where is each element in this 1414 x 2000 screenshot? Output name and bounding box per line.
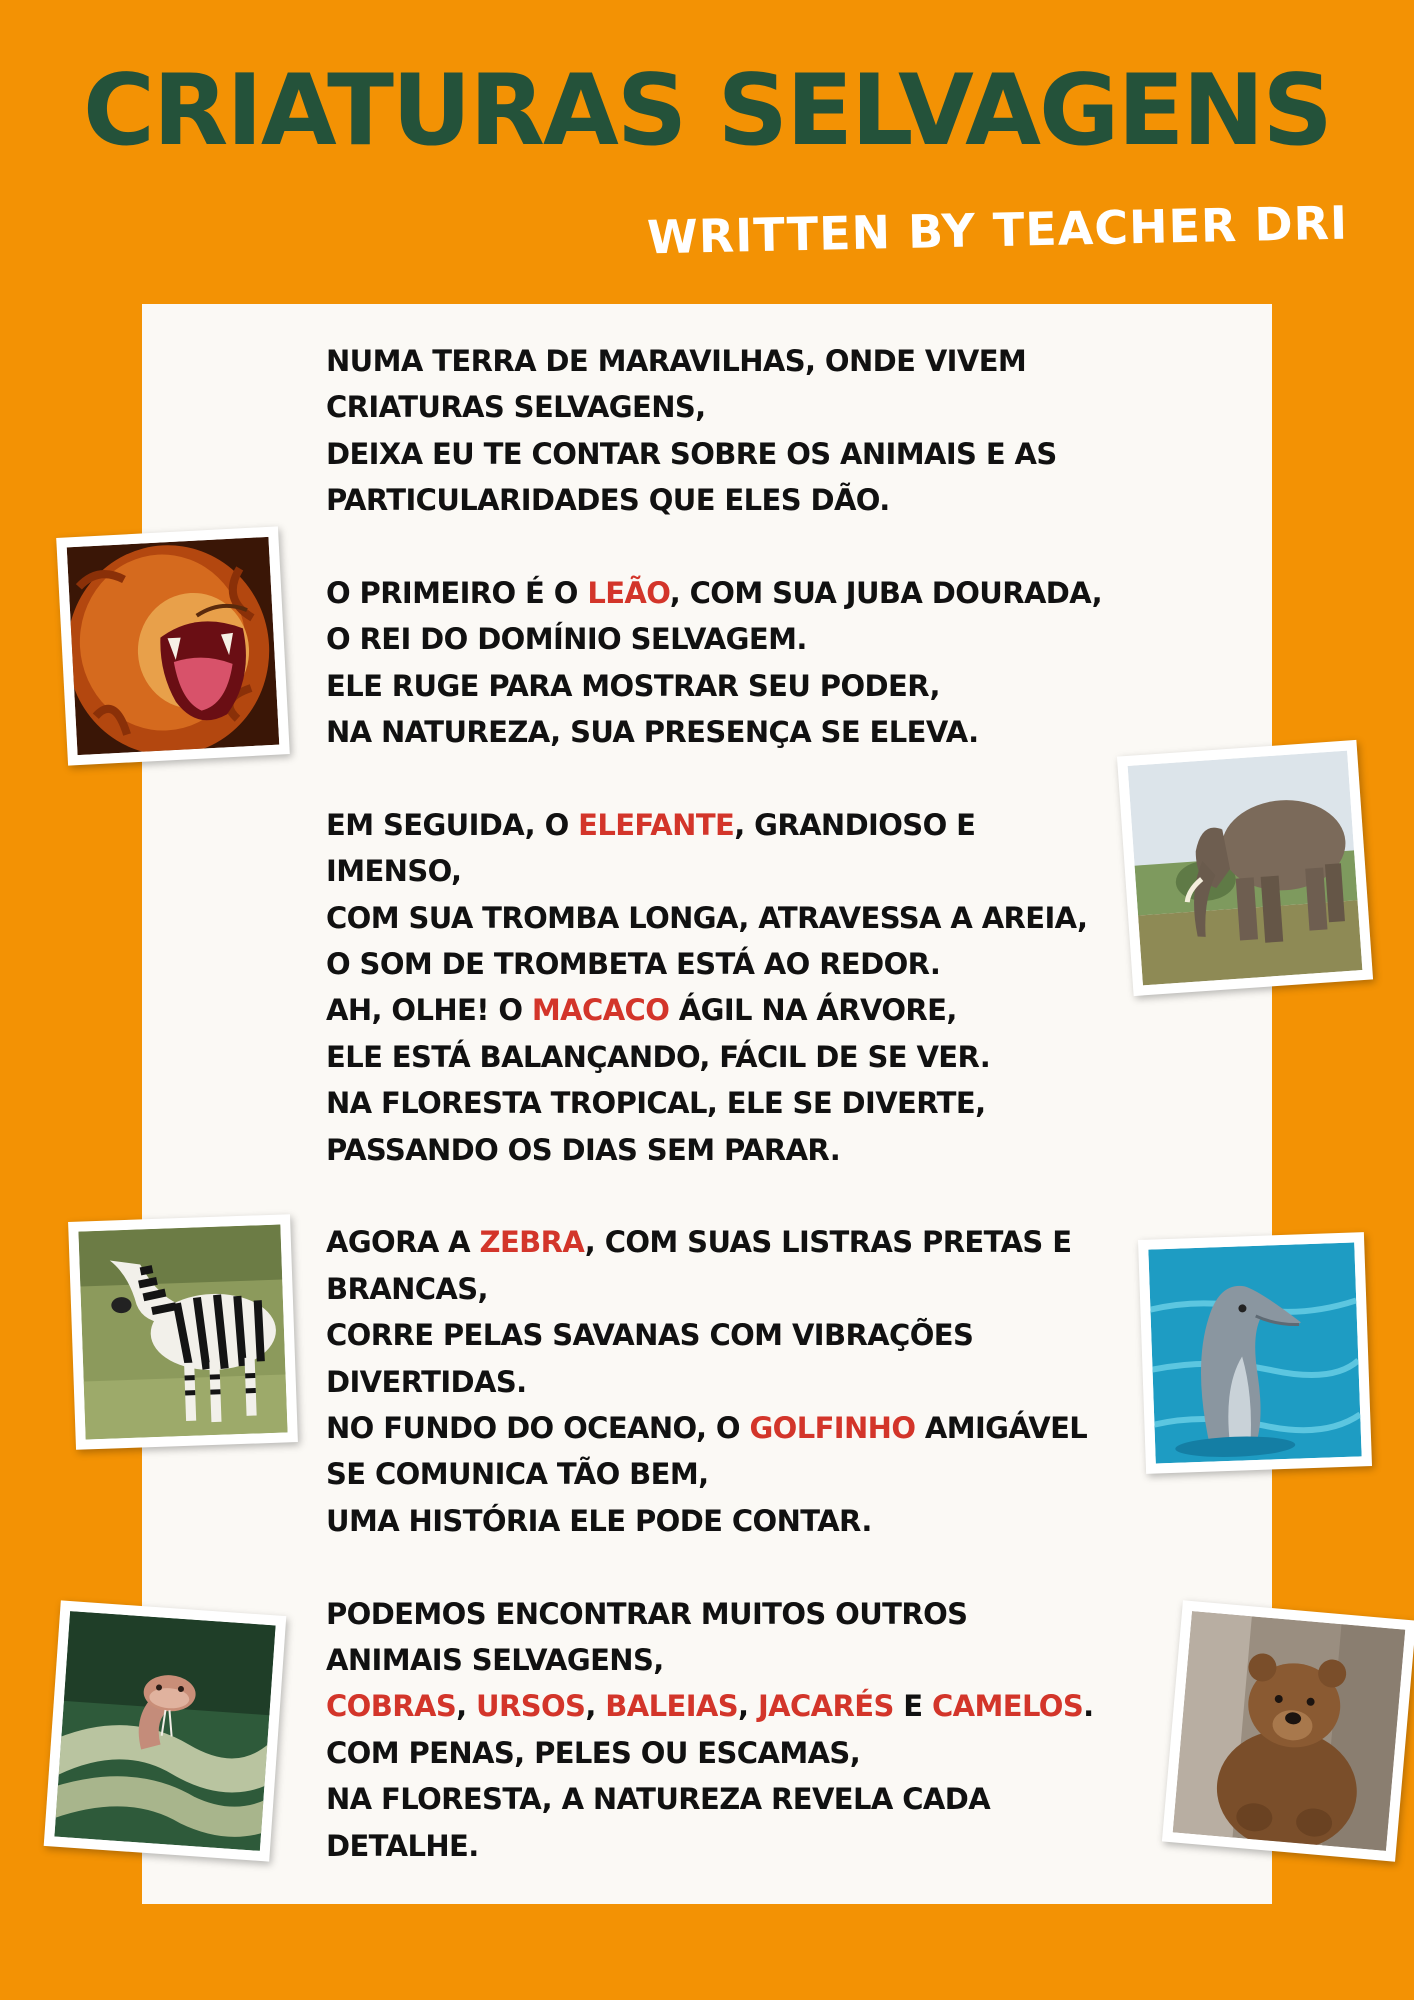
animal-name-whales: BALEIAS — [605, 1689, 739, 1724]
poem-line — [326, 1683, 1146, 1729]
line-text: , — [585, 1689, 606, 1724]
line-text: AMIGÁVEL — [915, 1410, 1088, 1445]
poem-line — [326, 987, 1146, 1033]
poem-line: O SOM DE TROMBETA ESTÁ AO REDOR. — [326, 947, 941, 982]
elephant-photo — [1117, 740, 1373, 996]
line-text: ÁGIL NA ÁRVORE, — [669, 993, 957, 1028]
elephant-image — [1128, 751, 1363, 986]
poem-line: BRANCAS, — [326, 1271, 488, 1306]
poem-line: UMA HISTÓRIA ELE PODE CONTAR. — [326, 1503, 872, 1538]
poem-line: COM SUA TROMBA LONGA, ATRAVESSA A AREIA, — [326, 900, 1088, 935]
poem-line: NUMA TERRA DE MARAVILHAS, ONDE VIVEM — [326, 344, 1027, 378]
line-text: . — [1083, 1689, 1094, 1724]
line-text: E — [893, 1689, 932, 1724]
line-text: , — [738, 1689, 758, 1724]
stanza-break — [326, 1544, 1146, 1590]
animal-name-alligators: JACARÉS — [757, 1689, 894, 1724]
snake-photo — [44, 1600, 287, 1861]
lion-image — [67, 537, 280, 755]
zebra-photo — [68, 1214, 298, 1450]
lion-photo — [56, 526, 290, 765]
line-text: , COM SUA JUBA DOURADA, — [669, 575, 1103, 610]
poem-line: PASSANDO OS DIAS SEM PARAR. — [326, 1132, 841, 1167]
dolphin-photo — [1138, 1232, 1372, 1474]
poem-line: CRIATURAS SELVAGENS, — [326, 390, 706, 425]
animal-name-camels: CAMELOS — [931, 1689, 1084, 1724]
dolphin-image — [1148, 1242, 1361, 1463]
poem-line: PODEMOS ENCONTRAR MUITOS OUTROS — [326, 1596, 968, 1631]
author-credit: WRITTEN BY TEACHER DRI — [646, 195, 1349, 265]
line-text: , — [456, 1689, 477, 1724]
poem-text — [326, 338, 1146, 1869]
poem-line: IMENSO, — [326, 854, 462, 889]
animal-name-snakes: COBRAS — [326, 1689, 457, 1724]
poem-line: DEIXA EU TE CONTAR SOBRE OS ANIMAIS E AS — [326, 436, 1057, 471]
page-title: CRIATURAS SELVAGENS — [82, 54, 1331, 168]
animal-name-bears: URSOS — [476, 1689, 586, 1724]
stanza-break — [326, 756, 1146, 802]
poem-line: NA FLORESTA TROPICAL, ELE SE DIVERTE, — [326, 1086, 986, 1121]
line-text: EM SEGUIDA, O — [326, 807, 579, 842]
poem-line: DIVERTIDAS. — [326, 1364, 527, 1399]
animal-name-elephant: ELEFANTE — [578, 807, 735, 842]
poem-line: SE COMUNICA TÃO BEM, — [326, 1457, 709, 1492]
line-text: NO FUNDO DO OCEANO, O — [326, 1410, 750, 1445]
poem-line: ANIMAIS SELVAGENS, — [326, 1642, 664, 1677]
poem-line — [326, 1219, 1146, 1265]
bear-photo — [1162, 1600, 1414, 1861]
line-text: AGORA A — [326, 1225, 480, 1260]
poem-line: DETALHE. — [326, 1828, 479, 1863]
poem-line — [326, 1405, 1146, 1451]
poem-line: CORRE PELAS SAVANAS COM VIBRAÇÕES — [326, 1318, 974, 1353]
line-text: , GRANDIOSO E — [734, 807, 976, 842]
snake-image — [54, 1611, 275, 1851]
poem-line: NA NATUREZA, SUA PRESENÇA SE ELEVA. — [326, 715, 979, 750]
line-text: O PRIMEIRO É O — [326, 575, 588, 610]
line-text: AH, OLHE! O — [326, 993, 532, 1028]
poem-line — [326, 570, 1146, 616]
zebra-image — [78, 1225, 287, 1440]
poem-line: O REI DO DOMÍNIO SELVAGEM. — [326, 622, 807, 657]
poem-line: ELE ESTÁ BALANÇANDO, FÁCIL DE SE VER. — [326, 1039, 991, 1074]
poem-line: PARTICULARIDADES QUE ELES DÃO. — [326, 483, 890, 518]
stanza-break — [326, 1173, 1146, 1219]
animal-name-dolphin: GOLFINHO — [749, 1410, 916, 1445]
animal-name-zebra: ZEBRA — [479, 1225, 585, 1260]
stanza-break — [326, 524, 1146, 570]
poem-line — [326, 802, 1146, 848]
bear-image — [1173, 1611, 1406, 1851]
line-text: , COM SUAS LISTRAS PRETAS E — [584, 1225, 1072, 1260]
animal-name-monkey: MACACO — [531, 993, 670, 1028]
poem-line: ELE RUGE PARA MOSTRAR SEU PODER, — [326, 668, 940, 703]
poem-line: NA FLORESTA, A NATUREZA REVELA CADA — [326, 1782, 991, 1817]
animal-name-lion: LEÃO — [587, 575, 670, 610]
poem-line: COM PENAS, PELES OU ESCAMAS, — [326, 1735, 861, 1770]
